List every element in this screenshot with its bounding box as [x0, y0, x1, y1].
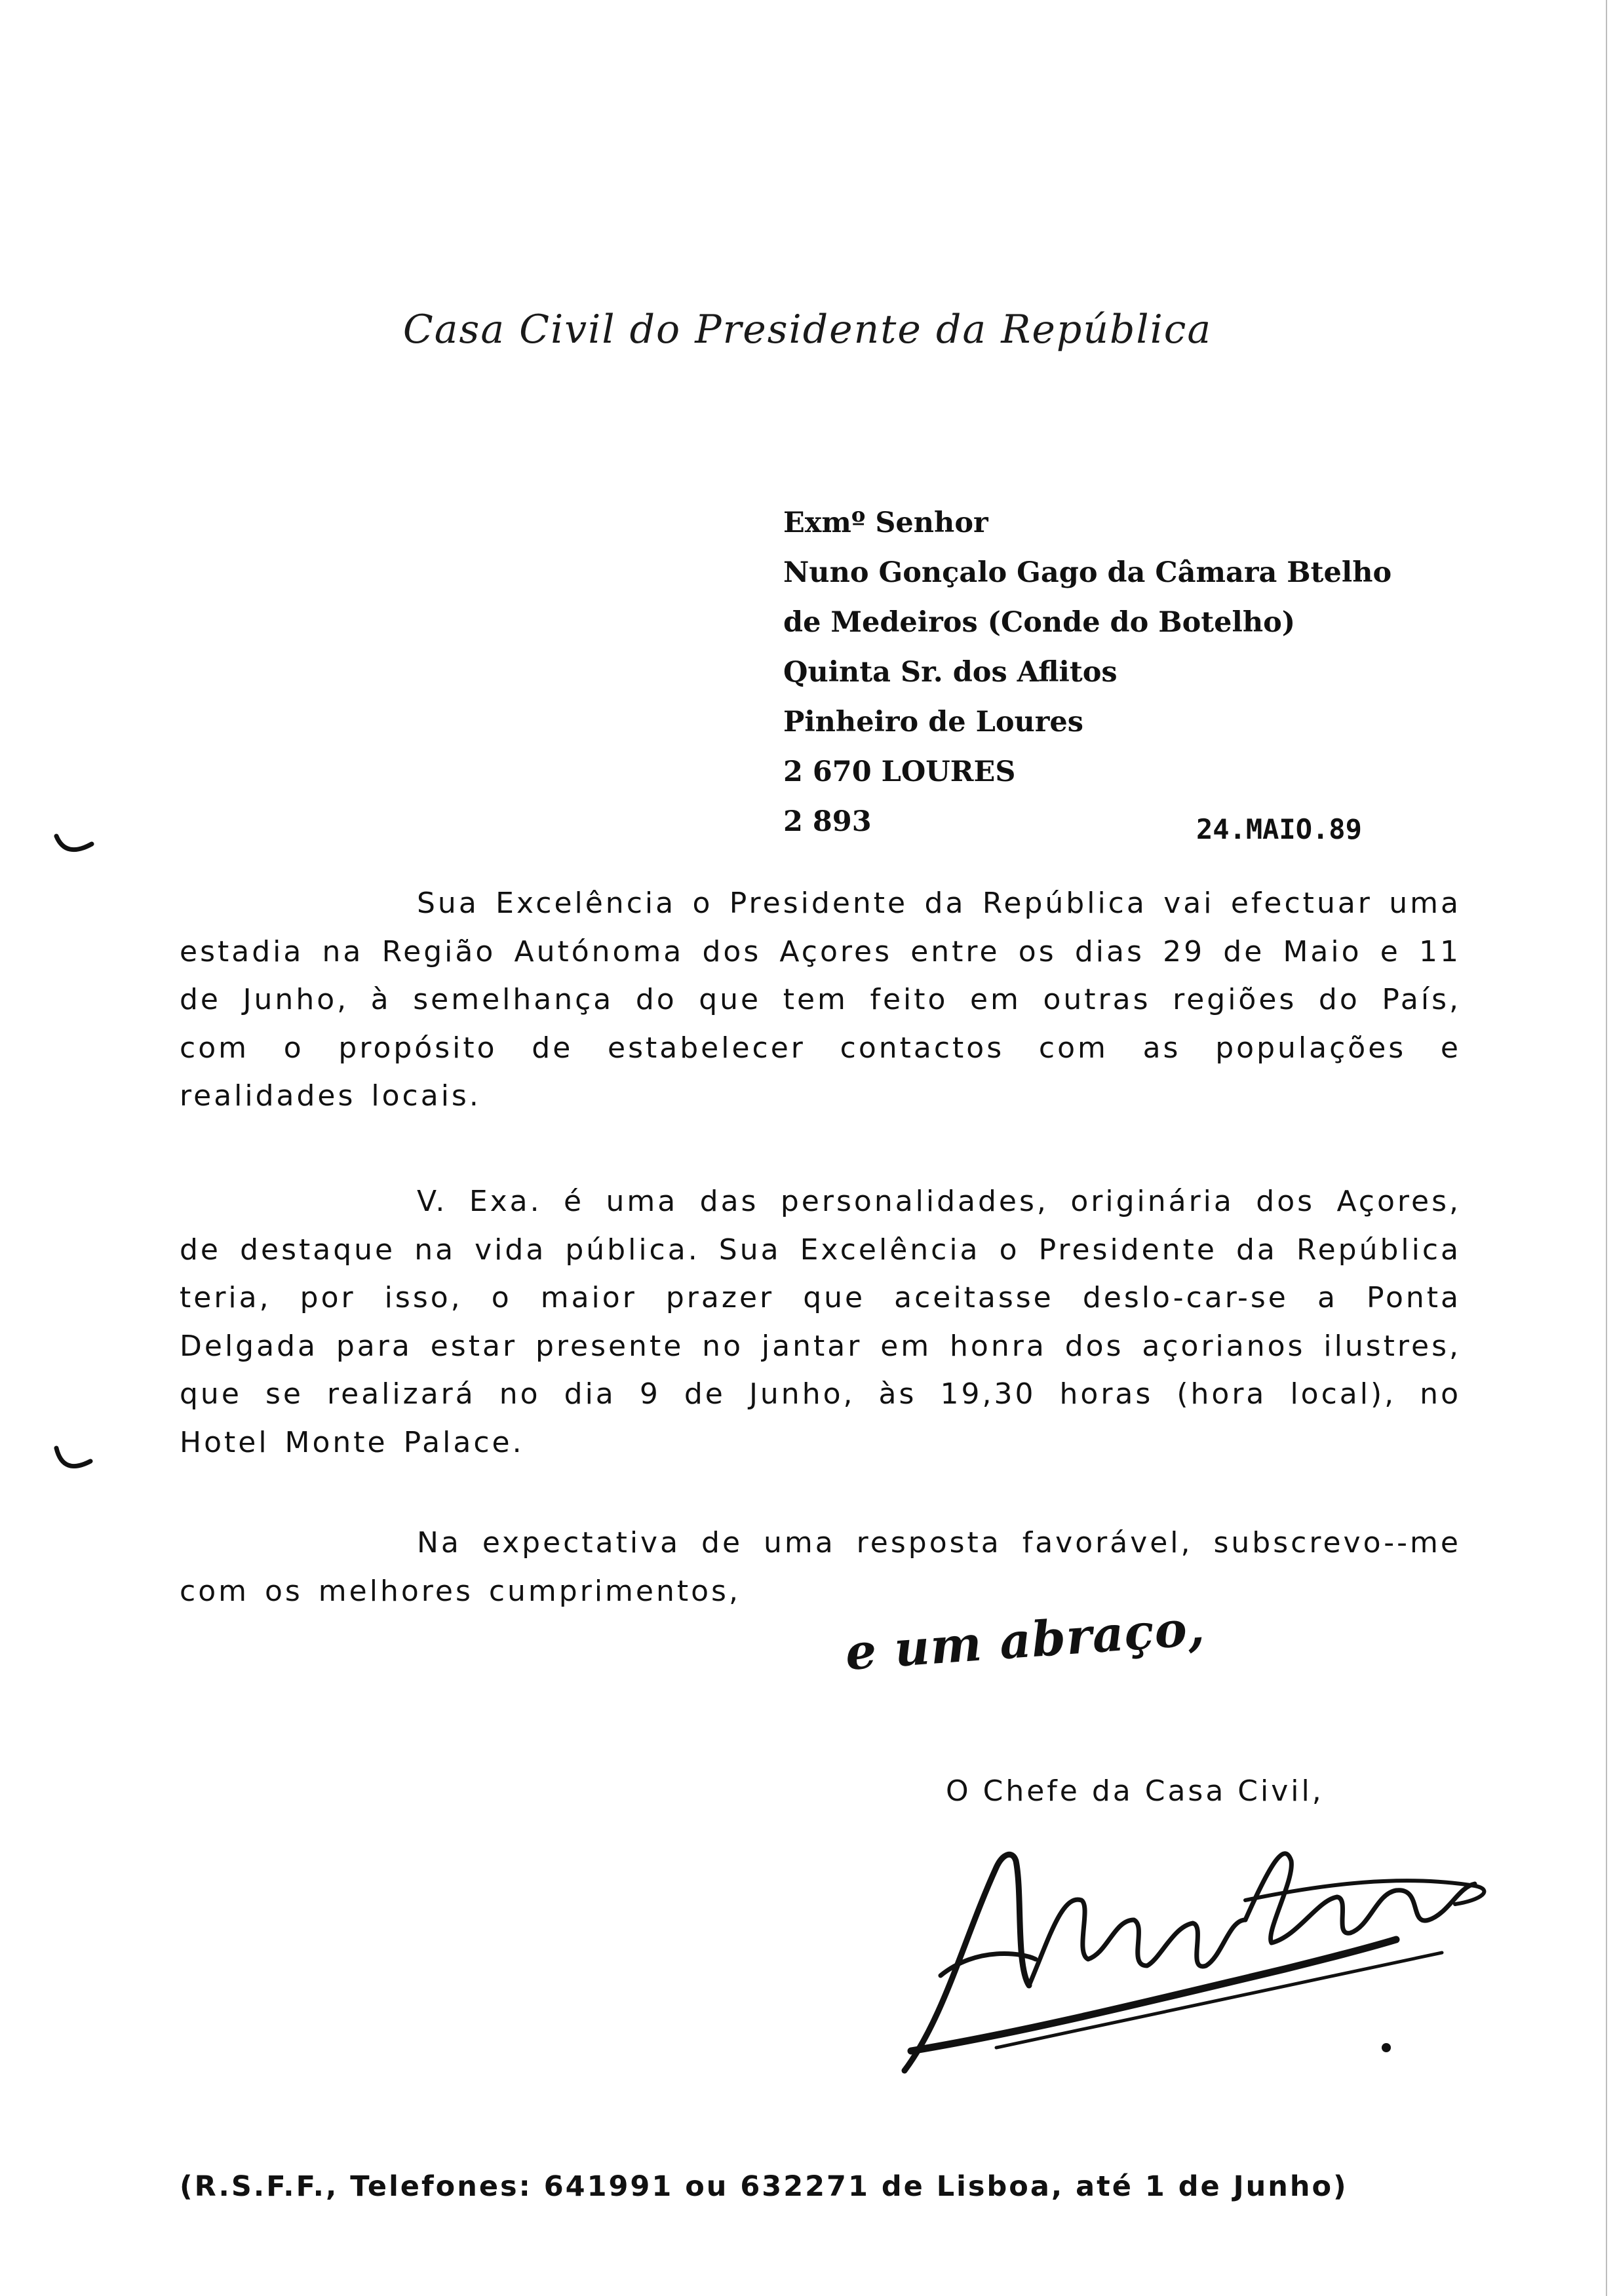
punch-hole-mark [51, 1442, 97, 1487]
address-line: Quinta Sr. dos Aflitos [783, 656, 1118, 689]
address-line: Pinheiro de Loures [783, 706, 1083, 738]
body-paragraph-2: V. Exa. é uma das personalidades, originária dos Açores, de destaque na vida pública. Sua Excelência o Presidente da República teria, por isso, o maior prazer que aceitasse deslo-car-se a Ponta Delgada para estar presente no jantar em honra dos açorianos ilustres, que se realizará no dia 9 de Junho, às 19,30 horas (hora local), no Hotel Monte Palace. [180, 1185, 1461, 1459]
body-paragraph-1: Sua Excelência o Presidente da República vai efectuar uma estadia na Região Autónoma dos Açores entre os dias 29 de Maio e 11 de Junho, à semelhança do que tem feito em outras regiões do País, com o propósito de estabelecer contactos com as populações e realidades locais. [180, 887, 1461, 1113]
reference-row [783, 797, 1504, 847]
address-line: 2 670 LOURES [783, 756, 1016, 788]
body-paragraph-3: Na expectativa de uma resposta favorável, subscrevo--me com os melhores cumprimentos, [180, 1526, 1461, 1608]
closing-title: O Chefe da Casa Civil, [946, 1774, 1324, 1808]
recipient-address [783, 498, 1504, 847]
signature [865, 1822, 1494, 2084]
footer-note: (R.S.F.F., Telefones: 641991 ou 632271 de Lisboa, até 1 de Junho) [180, 2170, 1348, 2203]
punch-hole-mark [51, 827, 97, 873]
address-line: de Medeiros (Conde do Botelho) [783, 606, 1296, 639]
address-line: Nuno Gonçalo Gago da Câmara Btelho [783, 556, 1392, 589]
reference-number: 2 893 [783, 805, 872, 838]
address-line: Exmº Senhor [783, 507, 988, 539]
handwritten-note: e um abraço, [844, 1599, 1207, 1681]
letter-date: 24.MAIO.89 [1196, 813, 1362, 845]
letterhead: Casa Civil do Presidente da República [402, 307, 1213, 353]
